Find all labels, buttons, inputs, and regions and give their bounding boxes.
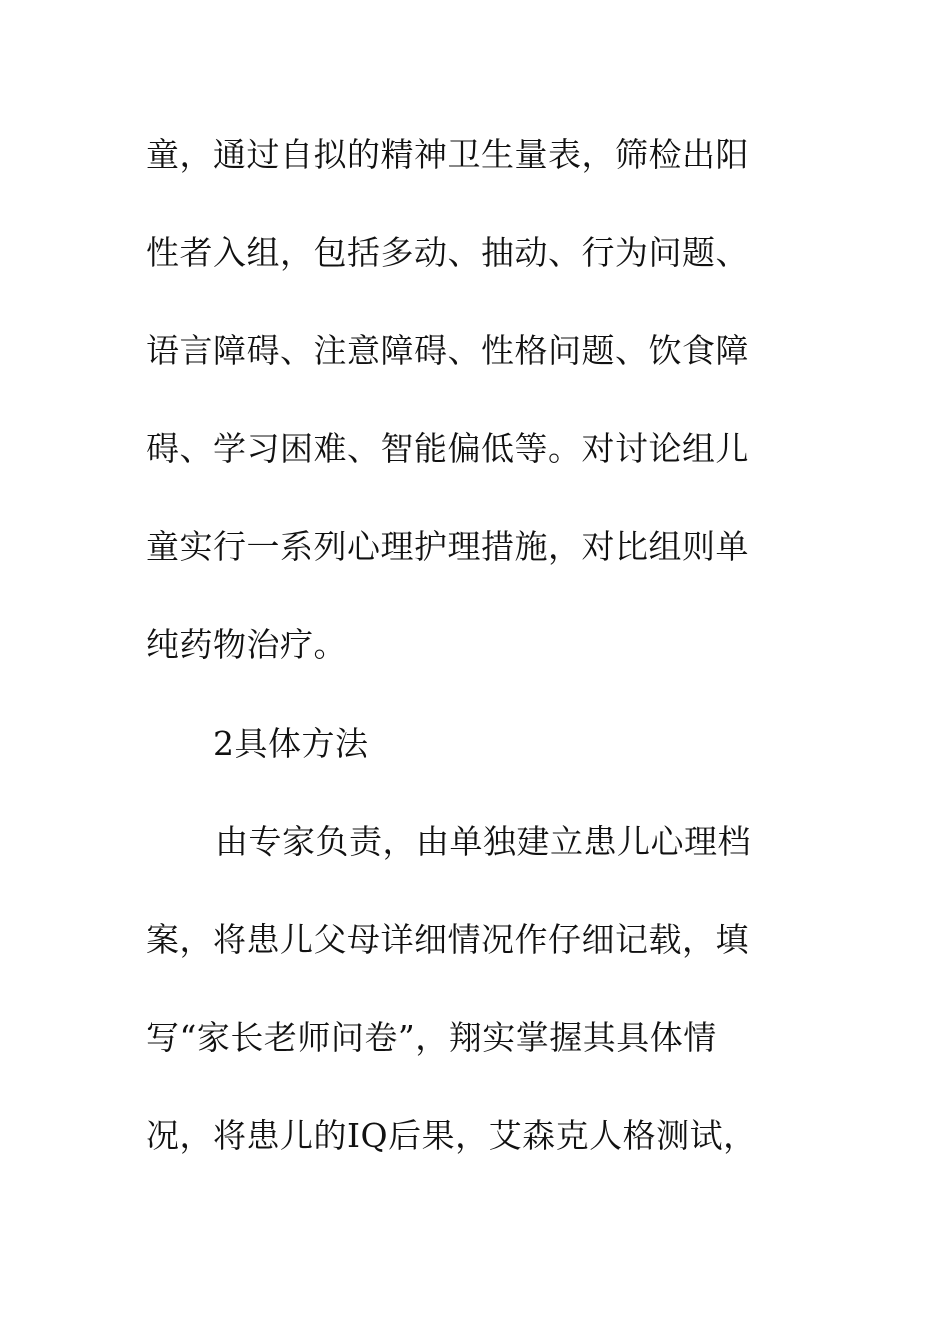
text-line: 案，将患儿父母详细情况作仔细记载，填	[146, 920, 749, 959]
text-line: 语言障碍、注意障碍、性格问题、饮食障	[146, 331, 749, 370]
text-line: 况，将患儿的IQ后果，艾森克人格测试，	[146, 1116, 757, 1155]
text-line: 童实行一系列心理护理措施，对比组则单	[146, 527, 749, 566]
text-line: 童，通过自拟的精神卫生量表，筛检出阳	[146, 135, 749, 174]
section-heading: 2具体方法	[213, 724, 369, 763]
text-line: 碍、学习困难、智能偏低等。对讨论组儿	[146, 429, 749, 468]
text-line: 性者入组，包括多动、抽动、行为问题、	[146, 233, 749, 272]
text-line: 由专家负责，由单独建立患儿心理档	[215, 822, 751, 861]
text-line: 写“家长老师问卷”，翔实掌握其具体情	[146, 1018, 717, 1057]
text-line: 纯药物治疗。	[146, 625, 347, 664]
